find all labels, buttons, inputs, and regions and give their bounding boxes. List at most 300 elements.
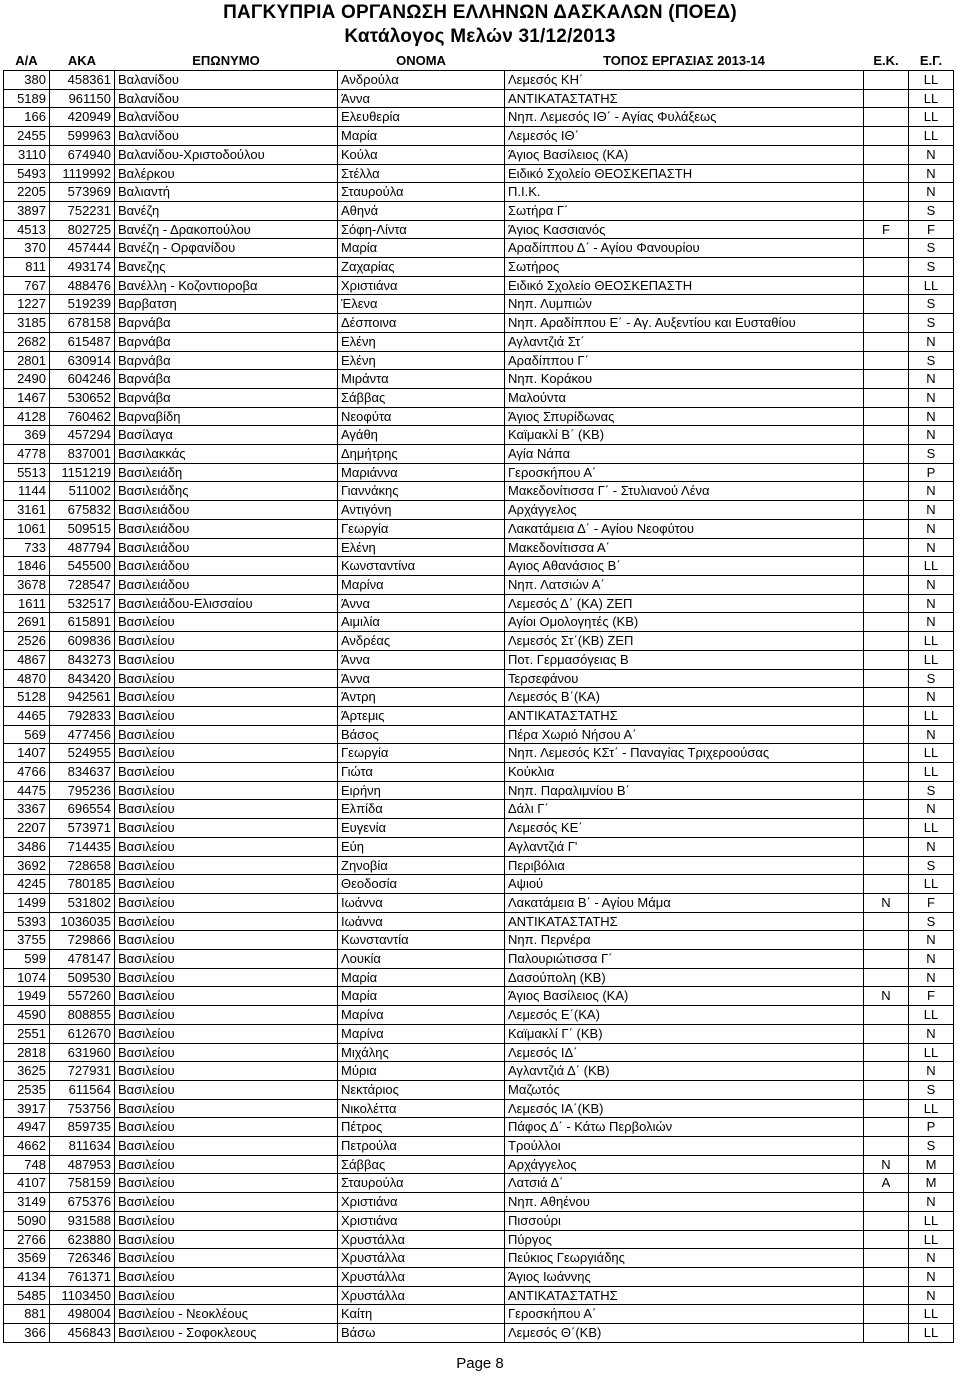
ek-code-cell [864,1324,909,1343]
row-number-cell: 3678 [4,575,50,594]
first-name-cell: Ελένη [338,332,505,351]
eg-code-cell: N [909,837,954,856]
surname-cell: Βαλανίδου-Χριστοδούλου [115,145,338,164]
member-code-cell: 456843 [50,1324,115,1343]
first-name-cell: Μαρίνα [338,575,505,594]
first-name-cell: Σόφη-Λίντα [338,220,505,239]
workplace-cell: Αγλαντζιά Δ΄ (ΚΒ) [505,1062,864,1081]
workplace-cell: Λεμεσός ΙΘ΄ [505,127,864,146]
first-name-cell: Χριστιάνα [338,276,505,295]
row-number-cell: 2691 [4,613,50,632]
eg-code-cell: N [909,725,954,744]
eg-code-cell: LL [909,1305,954,1324]
workplace-cell: Πύργος [505,1230,864,1249]
workplace-cell: Γεροσκήπου Α΄ [505,463,864,482]
row-number-cell: 2551 [4,1024,50,1043]
surname-cell: Βαλέρκου [115,164,338,183]
row-number-cell: 3149 [4,1193,50,1212]
ek-code-cell [864,1024,909,1043]
surname-cell: Βασιλείου [115,706,338,725]
first-name-cell: Μύρια [338,1062,505,1081]
table-row [4,482,954,501]
ek-code-cell [864,183,909,202]
member-code-cell: 675832 [50,501,115,520]
table-row [4,239,954,258]
surname-cell: Βασιλείου [115,1024,338,1043]
workplace-cell: Περιβόλια [505,856,864,875]
surname-cell: Βασιλακκάς [115,445,338,464]
row-number-cell: 4245 [4,875,50,894]
row-number-cell: 1074 [4,968,50,987]
eg-code-cell: F [909,893,954,912]
workplace-cell: Σωτήρα Γ΄ [505,201,864,220]
eg-code-cell: LL [909,71,954,90]
first-name-cell: Σάββας [338,1155,505,1174]
surname-cell: Βασιλείου [115,744,338,763]
table-row [4,1305,954,1324]
surname-cell: Βασιλείου [115,1137,338,1156]
member-code-cell: 1119992 [50,164,115,183]
surname-cell: Βασιλείου [115,1193,338,1212]
workplace-cell: Ειδικό Σχολείο ΘΕΟΣΚΕΠΑΣΤΗ [505,276,864,295]
eg-code-cell: LL [909,875,954,894]
workplace-cell: Νηπ. Κοράκου [505,370,864,389]
eg-code-cell: S [909,781,954,800]
surname-cell: Βανέζη - Ορφανίδου [115,239,338,258]
surname-cell: Βαρνάβα [115,351,338,370]
member-code-cell: 802725 [50,220,115,239]
member-code-cell: 843273 [50,650,115,669]
surname-cell: Βασιλείου [115,669,338,688]
eg-code-cell: LL [909,819,954,838]
workplace-cell: Τρούλλοι [505,1137,864,1156]
member-code-cell: 792833 [50,706,115,725]
row-number-cell: 599 [4,950,50,969]
first-name-cell: Μαρίνα [338,1006,505,1025]
table-row [4,258,954,277]
first-name-cell: Δημήτρης [338,445,505,464]
ek-code-cell: N [864,987,909,1006]
ek-code-cell [864,875,909,894]
workplace-cell: Πάφος Δ΄ - Κάτω Περβολιών [505,1118,864,1137]
first-name-cell: Άννα [338,650,505,669]
ek-code-cell: F [864,220,909,239]
ek-code-cell [864,370,909,389]
ek-code-cell [864,258,909,277]
first-name-cell: Ιωάννα [338,893,505,912]
ek-code-cell [864,1118,909,1137]
ek-code-cell [864,856,909,875]
ek-code-cell [864,1305,909,1324]
surname-cell: Βασιλείου [115,950,338,969]
workplace-cell: Καϊμακλί Γ΄ (ΚΒ) [505,1024,864,1043]
eg-code-cell: S [909,239,954,258]
eg-code-cell: N [909,164,954,183]
first-name-cell: Αγάθη [338,426,505,445]
row-number-cell: 4128 [4,407,50,426]
member-code-cell: 509530 [50,968,115,987]
first-name-cell: Άννα [338,89,505,108]
table-row [4,931,954,950]
surname-cell: Βασίλαγα [115,426,338,445]
row-number-cell: 369 [4,426,50,445]
ek-code-cell [864,388,909,407]
surname-cell: Βασιλείου [115,1249,338,1268]
first-name-cell: Μαρίνα [338,1024,505,1043]
ek-code-cell [864,332,909,351]
ek-code-cell [864,1249,909,1268]
row-number-cell: 1499 [4,893,50,912]
table-row [4,613,954,632]
table-row [4,763,954,782]
first-name-cell: Καίτη [338,1305,505,1324]
workplace-cell: Πέρα Χωριό Νήσου Α΄ [505,725,864,744]
workplace-cell: Λεμεσός Δ΄ (ΚΑ) ΖΕΠ [505,594,864,613]
column-header-aka: ΑΚΑ [67,53,97,68]
surname-cell: Βασιλειου - Σοφοκλεους [115,1324,338,1343]
row-number-cell: 370 [4,239,50,258]
first-name-cell: Αιμιλία [338,613,505,632]
eg-code-cell: LL [909,650,954,669]
row-number-cell: 366 [4,1324,50,1343]
first-name-cell: Αντιγόνη [338,501,505,520]
table-row [4,407,954,426]
row-number-cell: 2818 [4,1043,50,1062]
surname-cell: Βαρνάβα [115,314,338,333]
member-code-cell: 961150 [50,89,115,108]
ek-code-cell [864,1006,909,1025]
column-header-ek: Ε.Κ. [873,53,899,68]
row-number-cell: 2455 [4,127,50,146]
row-number-cell: 380 [4,71,50,90]
row-number-cell: 5485 [4,1286,50,1305]
surname-cell: Βασιλείου [115,1099,338,1118]
first-name-cell: Λουκία [338,950,505,969]
row-number-cell: 5090 [4,1211,50,1230]
eg-code-cell: LL [909,744,954,763]
table-row [4,987,954,1006]
row-number-cell: 4870 [4,669,50,688]
row-number-cell: 2766 [4,1230,50,1249]
table-row [4,1211,954,1230]
workplace-cell: Νηπ. Λεμεσός ΚΣτ΄ - Παναγίας Τριχεροούσας [505,744,864,763]
eg-code-cell: S [909,351,954,370]
row-number-cell: 3367 [4,800,50,819]
workplace-cell: Άγιος Σπυρίδωνας [505,407,864,426]
eg-code-cell: LL [909,1006,954,1025]
first-name-cell: Χρυστάλλα [338,1286,505,1305]
member-code-cell: 1103450 [50,1286,115,1305]
first-name-cell: Χριστιάνα [338,1211,505,1230]
eg-code-cell: N [909,1062,954,1081]
table-row [4,856,954,875]
ek-code-cell [864,463,909,482]
first-name-cell: Αθηνά [338,201,505,220]
workplace-cell: Λεμεσός Ε΄(ΚΑ) [505,1006,864,1025]
surname-cell: Βασιλειάδου [115,557,338,576]
member-code-cell: 511002 [50,482,115,501]
surname-cell: Βασιλείου [115,837,338,856]
eg-code-cell: N [909,613,954,632]
surname-cell: Βασιλείου [115,1268,338,1287]
member-code-cell: 623880 [50,1230,115,1249]
ek-code-cell [864,426,909,445]
table-row [4,1268,954,1287]
surname-cell: Βανέζη - Δρακοπούλου [115,220,338,239]
first-name-cell: Βάσος [338,725,505,744]
first-name-cell: Μαρία [338,239,505,258]
member-code-cell: 859735 [50,1118,115,1137]
first-name-cell: Χριστιάνα [338,1193,505,1212]
member-code-cell: 420949 [50,108,115,127]
member-code-cell: 696554 [50,800,115,819]
eg-code-cell: S [909,669,954,688]
first-name-cell: Κωνσταντία [338,931,505,950]
first-name-cell: Πέτρος [338,1118,505,1137]
eg-code-cell: P [909,1118,954,1137]
first-name-cell: Μαρία [338,987,505,1006]
row-number-cell: 3692 [4,856,50,875]
surname-cell: Βασιλείου [115,912,338,931]
row-number-cell: 1467 [4,388,50,407]
page-number: Page 8 [456,1355,504,1372]
row-number-cell: 748 [4,1155,50,1174]
table-row [4,688,954,707]
eg-code-cell: LL [909,276,954,295]
surname-cell: Βασιλειάδη [115,463,338,482]
surname-cell: Βασιλειάδου-Ελισσαίου [115,594,338,613]
workplace-cell: Νηπ. Αθηένου [505,1193,864,1212]
first-name-cell: Νεοφύτα [338,407,505,426]
workplace-cell: Ειδικό Σχολείο ΘΕΟΣΚΕΠΑΣΤΗ [505,164,864,183]
row-number-cell: 4590 [4,1006,50,1025]
first-name-cell: Ελευθερία [338,108,505,127]
surname-cell: Βασιλείου [115,856,338,875]
first-name-cell: Μιράντα [338,370,505,389]
table-row [4,893,954,912]
first-name-cell: Άννα [338,669,505,688]
ek-code-cell [864,688,909,707]
row-number-cell: 1061 [4,519,50,538]
eg-code-cell: N [909,950,954,969]
table-row [4,351,954,370]
eg-code-cell: F [909,220,954,239]
surname-cell: Βαλιαντή [115,183,338,202]
workplace-cell: Αγιος Αθανάσιος Β΄ [505,557,864,576]
first-name-cell: Άννα [338,594,505,613]
first-name-cell: Σταυρούλα [338,183,505,202]
first-name-cell: Νικολέττα [338,1099,505,1118]
workplace-cell: Νηπ. Λυμπιών [505,295,864,314]
eg-code-cell: S [909,912,954,931]
table-row [4,1137,954,1156]
ek-code-cell [864,1080,909,1099]
ek-code-cell [864,1230,909,1249]
eg-code-cell: N [909,482,954,501]
row-number-cell: 4107 [4,1174,50,1193]
first-name-cell: Μαριάννα [338,463,505,482]
workplace-cell: Λεμεσός ΚΕ΄ [505,819,864,838]
row-number-cell: 3185 [4,314,50,333]
table-row [4,276,954,295]
ek-code-cell [864,594,909,613]
first-name-cell: Δέσποινα [338,314,505,333]
member-code-cell: 714435 [50,837,115,856]
member-code-cell: 478147 [50,950,115,969]
workplace-cell: Αρχάγγελος [505,501,864,520]
eg-code-cell: S [909,1137,954,1156]
eg-code-cell: N [909,688,954,707]
ek-code-cell [864,744,909,763]
eg-code-cell: N [909,594,954,613]
surname-cell: Βασιλείου [115,1118,338,1137]
row-number-cell: 733 [4,538,50,557]
table-row [4,1118,954,1137]
first-name-cell: Χρυστάλλα [338,1230,505,1249]
member-code-cell: 457294 [50,426,115,445]
workplace-cell: Καϊμακλί Β΄ (ΚΒ) [505,426,864,445]
workplace-cell: Νηπ. Αραδίππου Ε΄ - Αγ. Αυξεντίου και Ευσταθίου [505,314,864,333]
column-header-workplace: ΤΟΠΟΣ ΕΡΓΑΣΙΑΣ 2013-14 [603,53,765,68]
member-code-cell: 545500 [50,557,115,576]
eg-code-cell: N [909,407,954,426]
ek-code-cell [864,1268,909,1287]
first-name-cell: Ελένη [338,538,505,557]
workplace-cell: Λατσιά Δ΄ [505,1174,864,1193]
surname-cell: Βασιλείου [115,725,338,744]
surname-cell: Βασιλείου [115,968,338,987]
eg-code-cell: N [909,968,954,987]
eg-code-cell: S [909,201,954,220]
first-name-cell: Μαρία [338,968,505,987]
member-code-cell: 488476 [50,276,115,295]
member-code-cell: 760462 [50,407,115,426]
first-name-cell: Σταυρούλα [338,1174,505,1193]
workplace-cell: Κούκλια [505,763,864,782]
workplace-cell: Νηπ. Λεμεσός ΙΘ΄ - Αγίας Φυλάξεως [505,108,864,127]
table-row [4,800,954,819]
workplace-cell: Μαζωτός [505,1080,864,1099]
ek-code-cell [864,482,909,501]
member-code-cell: 531802 [50,893,115,912]
workplace-cell: Δασούπολη (ΚΒ) [505,968,864,987]
table-header-row [4,51,954,71]
workplace-cell: Νηπ. Παραλιμνίου Β΄ [505,781,864,800]
workplace-cell: Π.Ι.Κ. [505,183,864,202]
first-name-cell: Ειρήνη [338,781,505,800]
eg-code-cell: LL [909,763,954,782]
surname-cell: Βασιλείου [115,1286,338,1305]
first-name-cell: Γιαννάκης [338,482,505,501]
table-row [4,108,954,127]
member-code-cell: 674940 [50,145,115,164]
workplace-cell: Άγιος Βασίλειος (ΚΑ) [505,145,864,164]
workplace-cell: Λακατάμεια Δ΄ - Αγίου Νεοφύτου [505,519,864,538]
eg-code-cell: N [909,332,954,351]
surname-cell: Βασιλείου [115,931,338,950]
workplace-cell: Σωτήρος [505,258,864,277]
ek-code-cell [864,931,909,950]
row-number-cell: 1611 [4,594,50,613]
surname-cell: Βασιλείου [115,632,338,651]
first-name-cell: Μαρία [338,127,505,146]
eg-code-cell: N [909,1193,954,1212]
first-name-cell: Ανδρούλα [338,71,505,90]
member-code-cell: 758159 [50,1174,115,1193]
workplace-cell: ΑΝΤΙΚΑΤΑΣΤΑΤΗΣ [505,912,864,931]
eg-code-cell: N [909,1286,954,1305]
workplace-cell: Πισσούρι [505,1211,864,1230]
row-number-cell: 1144 [4,482,50,501]
column-header-eg: Ε.Γ. [919,53,943,68]
ek-code-cell [864,1099,909,1118]
member-code-cell: 612670 [50,1024,115,1043]
table-row [4,1155,954,1174]
first-name-cell: Μιχάλης [338,1043,505,1062]
surname-cell: Βανεζης [115,258,338,277]
ek-code-cell: A [864,1174,909,1193]
ek-code-cell [864,650,909,669]
ek-code-cell [864,968,909,987]
member-code-cell: 752231 [50,201,115,220]
ek-code-cell [864,725,909,744]
surname-cell: Βασιλείου [115,1230,338,1249]
surname-cell: Βασιλείου - Νεοκλέους [115,1305,338,1324]
member-code-cell: 524955 [50,744,115,763]
row-number-cell: 569 [4,725,50,744]
member-code-cell: 675376 [50,1193,115,1212]
surname-cell: Βασιλειάδου [115,501,338,520]
ek-code-cell [864,632,909,651]
row-number-cell: 4475 [4,781,50,800]
ek-code-cell [864,837,909,856]
table-row [4,1062,954,1081]
ek-code-cell [864,912,909,931]
member-code-cell: 931588 [50,1211,115,1230]
document-subtitle: Κατάλογος Μελών 31/12/2013 [344,26,616,47]
row-number-cell: 881 [4,1305,50,1324]
eg-code-cell: LL [909,89,954,108]
surname-cell: Βασιλείου [115,688,338,707]
surname-cell: Βανέζη [115,201,338,220]
member-code-cell: 780185 [50,875,115,894]
row-number-cell: 1227 [4,295,50,314]
row-number-cell: 2205 [4,183,50,202]
surname-cell: Βασιλείου [115,800,338,819]
member-code-cell: 728547 [50,575,115,594]
row-number-cell: 4465 [4,706,50,725]
row-number-cell: 2801 [4,351,50,370]
table-row [4,669,954,688]
table-row [4,557,954,576]
ek-code-cell [864,314,909,333]
table-row [4,388,954,407]
member-code-cell: 795236 [50,781,115,800]
first-name-cell: Νεκτάριος [338,1080,505,1099]
workplace-cell: Λεμεσός ΙΑ΄(ΚΒ) [505,1099,864,1118]
eg-code-cell: LL [909,1099,954,1118]
table-row [4,1324,954,1343]
table-row [4,575,954,594]
table-row [4,912,954,931]
ek-code-cell: N [864,1155,909,1174]
member-code-cell: 477456 [50,725,115,744]
row-number-cell: 1846 [4,557,50,576]
members-table [3,51,954,1343]
row-number-cell: 4766 [4,763,50,782]
table-row [4,632,954,651]
ek-code-cell: N [864,893,909,912]
